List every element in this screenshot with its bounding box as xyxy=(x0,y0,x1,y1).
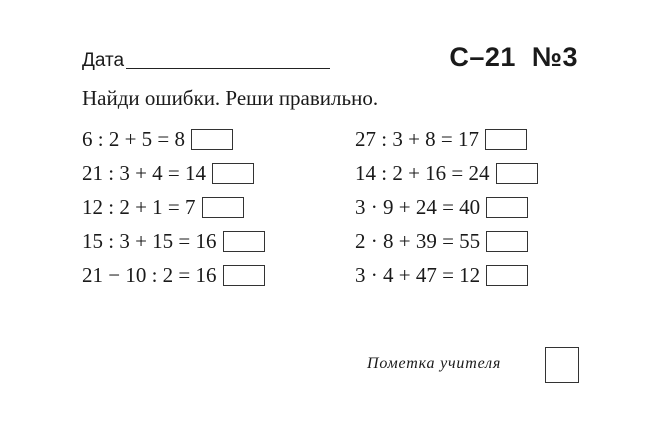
exercise-expression: 14 : 2 + 16 = 24 xyxy=(355,160,490,185)
exercise-row xyxy=(82,224,265,258)
exercise-row xyxy=(82,156,265,190)
answer-box[interactable] xyxy=(486,197,528,218)
answer-box[interactable] xyxy=(223,231,265,252)
exercise-row xyxy=(355,224,538,258)
exercise-column-left xyxy=(82,122,265,292)
answer-box[interactable] xyxy=(212,163,254,184)
exercise-expression: 2 · 8 + 39 = 55 xyxy=(355,228,481,253)
answer-box[interactable] xyxy=(496,163,538,184)
exercise-row xyxy=(355,122,538,156)
date-label: Дата xyxy=(82,50,125,71)
answer-box[interactable] xyxy=(485,129,527,150)
exercise-row xyxy=(355,156,538,190)
exercise-row xyxy=(355,258,538,292)
exercise-expression: 27 : 3 + 8 = 17 xyxy=(355,126,480,151)
answer-box[interactable] xyxy=(486,265,528,286)
answer-box[interactable] xyxy=(486,231,528,252)
answer-box[interactable] xyxy=(202,197,244,218)
exercise-row xyxy=(82,190,265,224)
exercise-column-right xyxy=(355,122,538,292)
exercise-expression: 15 : 3 + 15 = 16 xyxy=(82,228,217,253)
task-instruction: Найди ошибки. Реши правильно. xyxy=(82,86,379,110)
answer-box[interactable] xyxy=(223,265,265,286)
exercise-expression: 21 : 3 + 4 = 14 xyxy=(82,160,207,185)
worksheet-code: С–21 №3 xyxy=(449,42,578,72)
exercise-expression: 3 · 4 + 47 = 12 xyxy=(355,262,481,287)
exercise-row xyxy=(82,258,265,292)
teacher-note-label: Пометка учителя xyxy=(367,355,502,372)
exercise-expression: 21 − 10 : 2 = 16 xyxy=(82,262,217,287)
exercise-expression: 3 · 9 + 24 = 40 xyxy=(355,194,481,219)
exercise-row xyxy=(82,122,265,156)
date-input-line[interactable] xyxy=(126,68,330,69)
exercise-expression: 12 : 2 + 1 = 7 xyxy=(82,194,196,219)
answer-box[interactable] xyxy=(191,129,233,150)
teacher-mark-box[interactable] xyxy=(545,347,579,383)
exercise-expression: 6 : 2 + 5 = 8 xyxy=(82,126,186,151)
exercise-row xyxy=(355,190,538,224)
date-field xyxy=(82,50,330,72)
